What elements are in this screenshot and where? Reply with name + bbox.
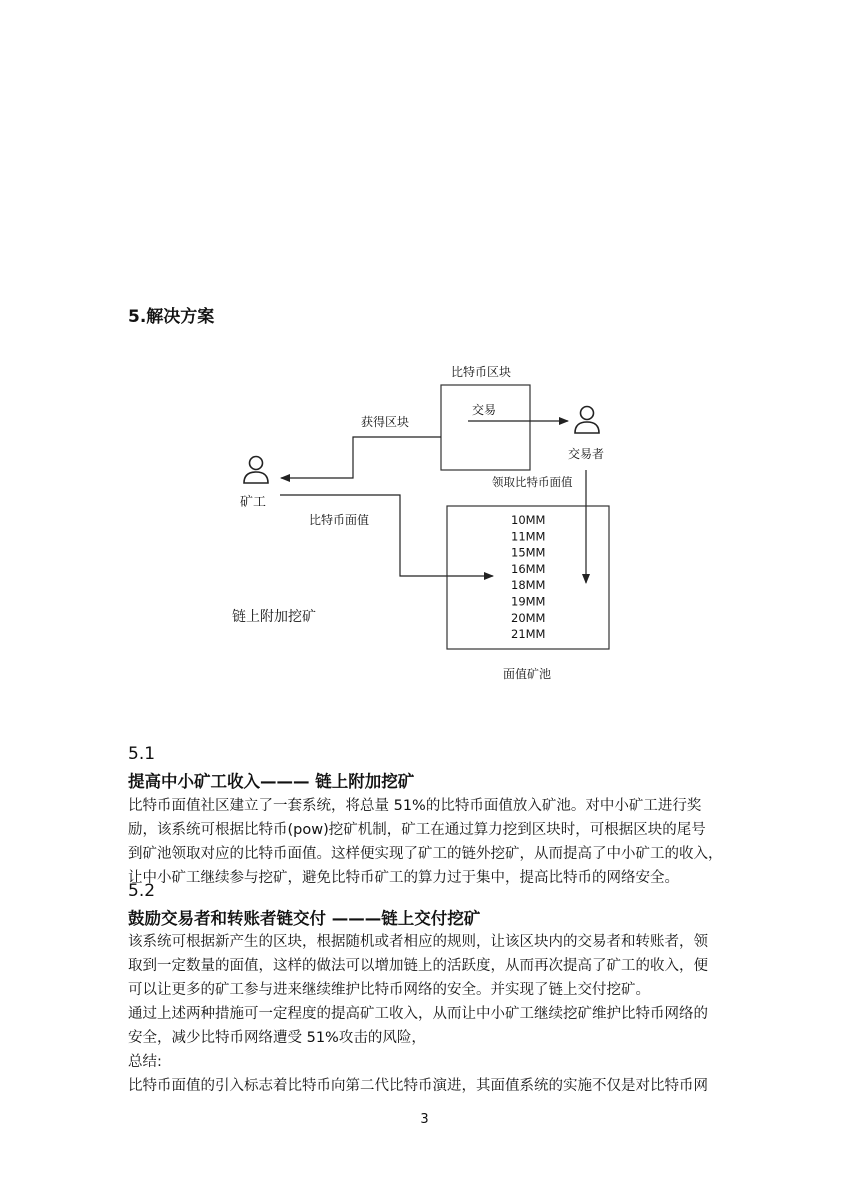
pool-label: 面值矿池 <box>503 667 552 681</box>
text-line: 到矿池领取对应的比特币面值。这样便实现了矿工的链外挖矿，从而提高了中小矿工的收入， <box>128 846 723 862</box>
text-line: 通过上述两种措施可一定程度的提高矿工收入，从而让中小矿工继续挖矿维护比特币网络的 <box>128 1006 708 1022</box>
claim-label: 领取比特币面值 <box>492 475 573 489</box>
onchain-mining-label: 链上附加挖矿 <box>232 609 316 625</box>
text-line: 比特币面值社区建立了一套系统，将总量 51%的比特币面值放入矿池。对中小矿工进行奖 <box>128 798 702 814</box>
text-line: 励，该系统可根据比特币(pow)挖矿机制，矿工在通过算力挖到区块时，可根据区块的尾号 <box>128 822 706 838</box>
bitcoin-block-box <box>441 385 530 470</box>
get-block-label: 获得区块 <box>361 415 410 429</box>
pool-items <box>511 513 545 641</box>
pool-item: 20MM <box>511 610 546 625</box>
pool-item: 21MM <box>511 627 546 642</box>
pool-item: 19MM <box>511 594 546 609</box>
sub2-number: 5.2 <box>128 881 156 901</box>
page-number: 3 <box>420 1112 429 1127</box>
text-line: 比特币面值的引入标志着比特币向第二代比特币演进，其面值系统的实施不仅是对比特币网 <box>128 1078 708 1094</box>
sub1-title: 提高中小矿工收入——— 链上附加挖矿 <box>128 772 415 791</box>
text-line: 该系统可根据新产生的区块，根据随机或者相应的规则，让该区块内的交易者和转账者，领 <box>128 934 708 950</box>
pool-item: 18MM <box>511 578 546 593</box>
text-line: 让中小矿工继续参与挖矿，避免比特币矿工的算力过于集中，提高比特币的网络安全。 <box>128 870 679 886</box>
summary-body <box>128 1002 728 1098</box>
section-title: 5.解决方案 <box>128 307 215 327</box>
face-value-arrow <box>280 495 493 576</box>
block-label: 比特币区块 <box>451 365 512 379</box>
text-line: 可以让更多的矿工参与进来继续维护比特币网络的安全。并实现了链上交付挖矿。 <box>128 982 650 998</box>
miner-user-icon <box>244 457 268 484</box>
miner-label: 矿工 <box>240 495 267 510</box>
trader-label: 交易者 <box>568 447 605 461</box>
sub1-number: 5.1 <box>128 744 156 764</box>
trader-user-icon <box>575 407 599 434</box>
face-value-label: 比特币面值 <box>309 513 370 527</box>
sub2-body <box>128 930 728 1002</box>
pool-item: 15MM <box>511 545 546 560</box>
sub2-title: 鼓励交易者和转账者链交付 ———链上交付挖矿 <box>128 909 481 928</box>
pool-item: 16MM <box>511 561 546 576</box>
summary-label: 总结: <box>128 1054 162 1070</box>
get-block-arrow <box>281 437 441 478</box>
transaction-label: 交易 <box>472 403 497 417</box>
text-line: 安全，减少比特币网络遭受 51%攻击的风险， <box>128 1030 426 1046</box>
text-line: 取到一定数量的面值，这样的做法可以增加链上的活跃度，从而再次提高了矿工的收入，便 <box>128 958 708 974</box>
pool-item: 11MM <box>511 529 546 544</box>
pool-item: 10MM <box>511 513 546 527</box>
sub1-body <box>128 794 728 890</box>
